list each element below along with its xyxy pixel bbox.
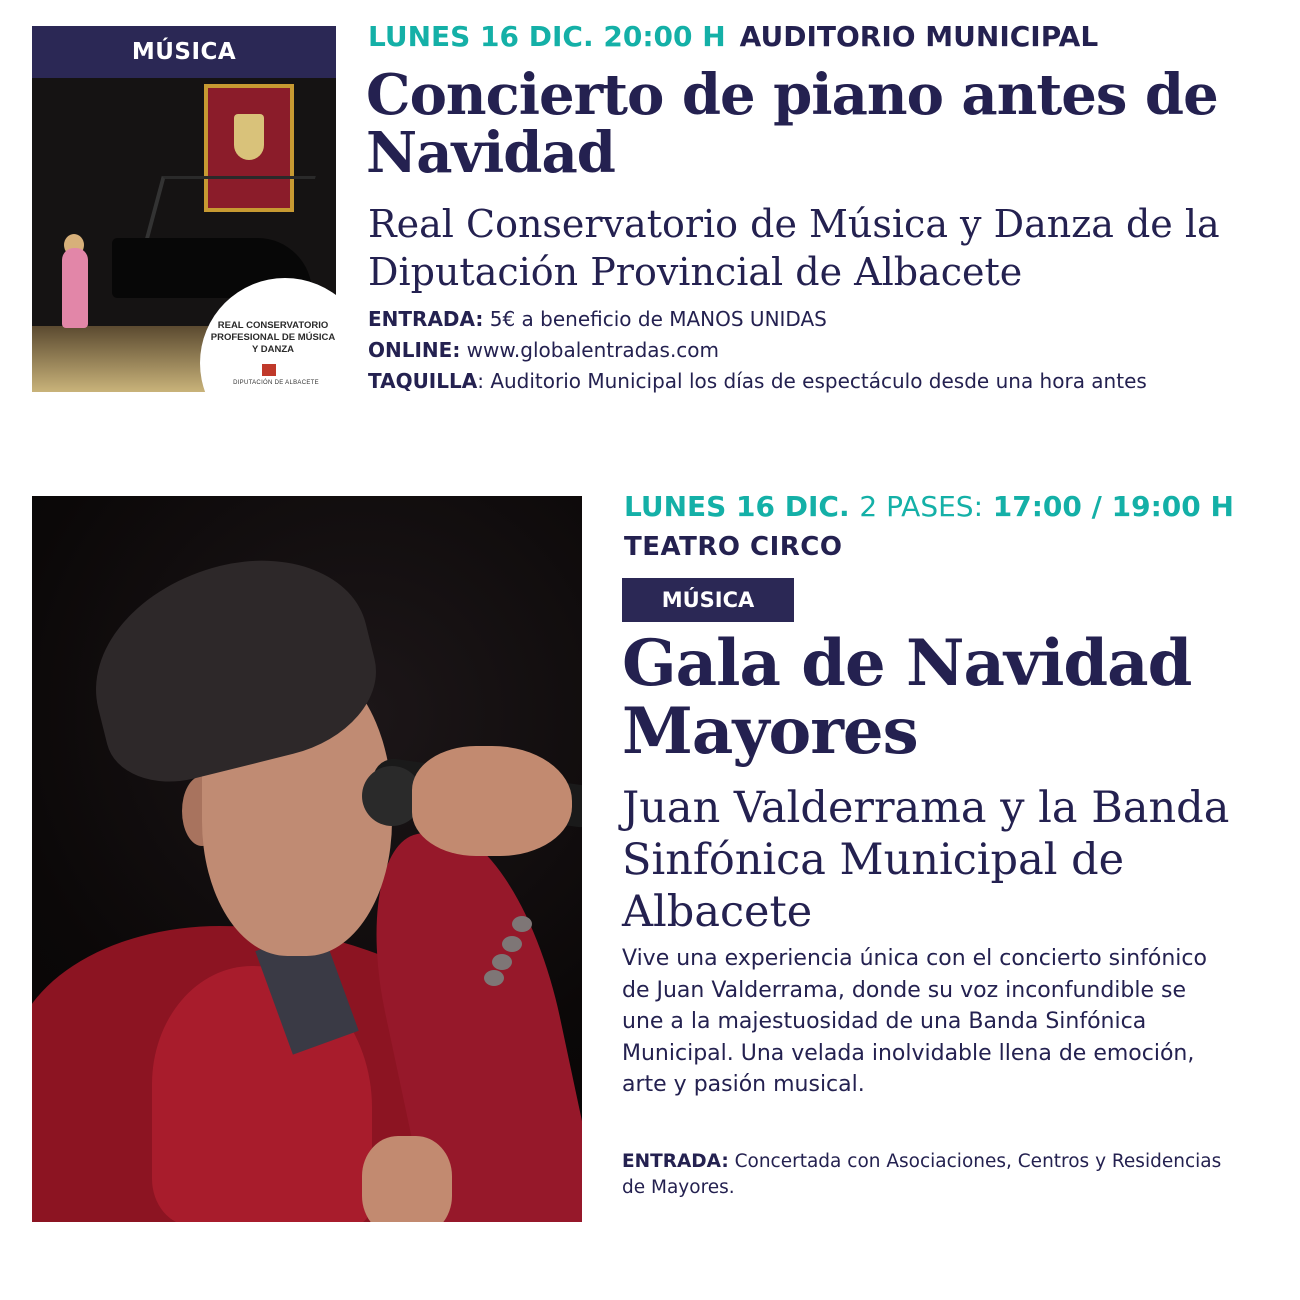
pianist [62, 248, 88, 328]
event1-poster-image [32, 26, 336, 392]
event2-pases-label: 2 PASES: [859, 490, 984, 523]
entrada-label: ENTRADA: [622, 1151, 729, 1172]
sleeve-button-icon [512, 916, 532, 932]
event2-times: 17:00 / 19:00 H [992, 490, 1234, 523]
online-label: ONLINE: [368, 338, 461, 362]
event1-category-tag: MÚSICA [32, 26, 336, 78]
event1-taquilla-line [368, 366, 1147, 397]
event2-singer-photo [32, 496, 582, 1222]
diputacion-logo-text: DIPUTACIÓN DE ALBACETE [233, 380, 319, 386]
sleeve-button-icon [484, 970, 504, 986]
entrada-label: ENTRADA: [368, 307, 484, 331]
taquilla-label: TAQUILLA [368, 369, 478, 393]
sleeve-button-icon [502, 936, 522, 952]
event1-subtitle: Real Conservatorio de Música y Danza de la Diputación Provincial de Albacete [368, 202, 1220, 294]
online-link[interactable]: www.globalentradas.com [460, 338, 720, 362]
coat-of-arms-icon [234, 114, 264, 160]
sleeve-button-icon [492, 954, 512, 970]
event1-date: LUNES 16 DIC. 20:00 H [368, 20, 726, 53]
event2-venue: TEATRO CIRCO [624, 532, 843, 562]
event2-title: Gala de Navidad Mayores [622, 626, 1192, 769]
entrada-value: Concertada con Asociaciones, Centros y Residencias de Mayores. [622, 1151, 1222, 1198]
hand-on-mic [412, 746, 572, 856]
hand-on-chest [362, 1136, 452, 1222]
event1-venue: AUDITORIO MUNICIPAL [739, 20, 1099, 53]
taquilla-value: : Auditorio Municipal los días de espectáculo desde una hora antes [477, 369, 1147, 393]
event2-subtitle: Juan Valderrama y la Banda Sinfónica Municipal de Albacete [622, 783, 1230, 937]
event1-entrada-line [368, 304, 1147, 335]
event2-category-tag: MÚSICA [622, 578, 794, 622]
event1-title: Concierto de piano antes de Navidad [366, 62, 1218, 186]
event2-date: LUNES 16 DIC. [624, 490, 850, 523]
event1-online-line [368, 335, 1147, 366]
diputacion-logo-icon [262, 364, 276, 376]
entrada-value: 5€ a beneficio de MANOS UNIDAS [483, 307, 827, 331]
event1-ticket-info [368, 304, 1147, 397]
event2-date-line [624, 490, 1234, 523]
event1-date-line [368, 20, 1098, 53]
event2-description: Vive una experiencia única con el concierto sinfónico de Juan Valderrama, donde su voz inconfundible se une a la majestuosidad de una Banda Sinfónica Municipal. Una velada inolvidable llena de emoción, arte y pasión musical. [622, 946, 1207, 1097]
conservatorio-logo-text: REAL CONSERVATORIO PROFESIONAL DE MÚSICA Y DANZA [210, 320, 336, 355]
event2-entrada-line [622, 1149, 1222, 1201]
